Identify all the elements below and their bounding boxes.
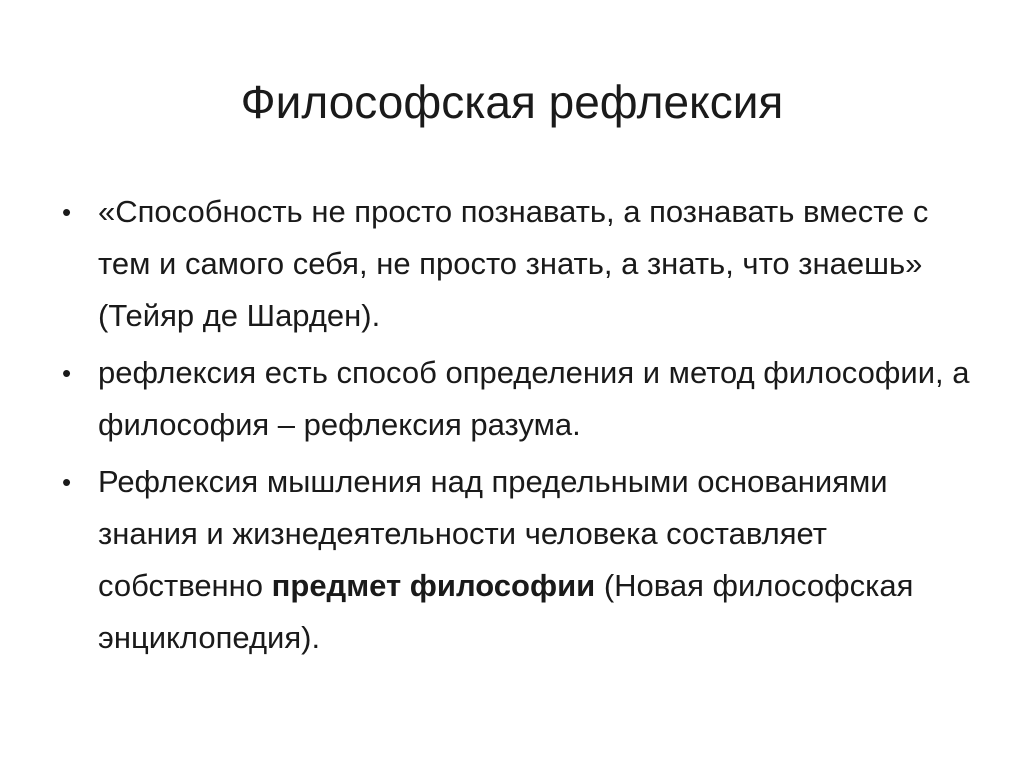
bullet-text: рефлексия есть способ определения и метод философии, а философия – рефлексия разума. <box>98 355 970 442</box>
bullet-text-before: Рефлексия мышления над предельными основаниями знания и жизнедеятельности человека составляет собственно <box>98 464 888 603</box>
bullet-text-bold: предмет философии <box>271 568 596 603</box>
bullet-item <box>62 186 982 342</box>
bullet-item <box>62 347 982 451</box>
bullet-list <box>62 186 982 669</box>
bullet-marker: • <box>62 197 72 227</box>
bullet-text-after: (Новая философская энциклопедия). <box>98 568 914 655</box>
bullet-marker: • <box>62 358 72 388</box>
bullet-item <box>62 456 982 664</box>
slide-title: Философская рефлексия <box>240 76 784 128</box>
bullet-marker: • <box>62 467 72 497</box>
bullet-text: «Способность не просто познавать, а познавать вместе с тем и самого себя, не просто знать, а знать, что знаешь» (Тейяр де Шарден). <box>98 194 929 333</box>
